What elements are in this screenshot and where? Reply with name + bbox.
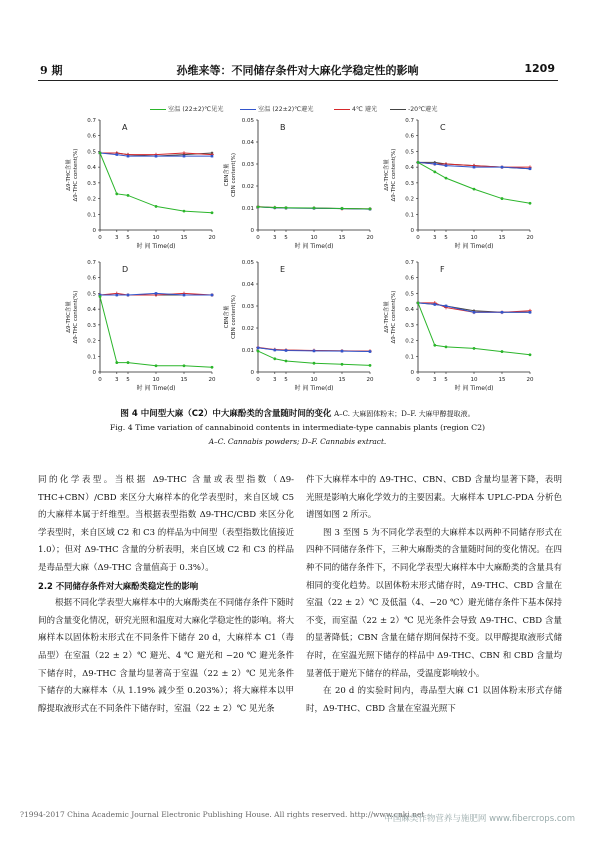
x-tick-label: 0 <box>256 377 260 383</box>
x-tick-label: 15 <box>180 377 188 383</box>
data-point <box>257 350 260 353</box>
data-point <box>434 303 437 306</box>
x-tick-label: 20 <box>526 235 534 241</box>
y-tick-label: 0.1 <box>405 212 414 219</box>
issue-label: 9 期 <box>40 64 63 77</box>
data-point <box>116 153 119 156</box>
y-axis-title-en: Δ9-THC content(%) <box>73 148 79 202</box>
data-point <box>445 164 448 167</box>
x-tick-label: 3 <box>273 377 277 383</box>
data-point <box>434 163 437 166</box>
y-tick-label: 0.7 <box>87 118 96 124</box>
panel-label: B <box>280 123 286 132</box>
x-tick-label: 3 <box>273 235 277 241</box>
figure-caption-en: Fig. 4 Time variation of cannabinoid contents in intermediate-type cannabis plants (region C2) <box>109 423 486 432</box>
data-point <box>341 350 344 353</box>
x-tick-label: 5 <box>284 377 288 383</box>
data-point <box>313 207 316 210</box>
y-tick-label: 0.05 <box>241 260 254 266</box>
data-point <box>99 295 102 298</box>
data-point <box>445 177 448 180</box>
data-point <box>285 349 288 352</box>
data-point <box>445 345 448 348</box>
section-title: 2.2 不同储存条件对大麻酚类稳定性的影响 <box>38 580 199 591</box>
data-point <box>473 188 476 191</box>
x-axis-title: 时 间 Time(d) <box>294 243 334 250</box>
data-point <box>116 294 119 297</box>
x-axis-title: 时 间 Time(d) <box>136 385 176 392</box>
data-point <box>257 206 260 209</box>
y-tick-label: 0.4 <box>405 307 414 314</box>
data-point <box>341 363 344 366</box>
body-left-column <box>38 472 294 718</box>
data-point <box>529 353 532 356</box>
y-tick-label: 0 <box>410 370 414 376</box>
y-axis-title-en: Δ9-THC content(%) <box>73 290 79 344</box>
data-point <box>211 155 214 158</box>
panel-label: E <box>280 265 286 274</box>
y-tick-label: 0.2 <box>87 196 96 203</box>
data-point <box>115 361 118 364</box>
x-tick-label: 20 <box>208 235 216 241</box>
data-point <box>473 347 476 350</box>
paragraph: 同的化学表型。当根据 Δ9-THC 含量或表型指数（Δ9-THC+CBN）/CBD 来区分大麻样本的化学表型时，来自区域 C5 的大麻样本属于纤维型。当根据表型指数 Δ9-THC/CBD 来区分化学表型时，来自区域 C2 和 C3 的样品为中间型（表型指数比值接近 1.0）；但对 Δ9-THC 含量的分析表明，来自区域 C2 和 C3 的样品是毒品型大麻（Δ9-THC 含量值高于 0.3%）。 <box>38 475 294 573</box>
y-tick-label: 0.02 <box>241 184 254 190</box>
data-point <box>127 194 130 197</box>
y-axis-title-zh: Δ9-THC含量 <box>384 301 390 333</box>
y-tick-label: 0.03 <box>241 304 254 310</box>
x-tick-label: 3 <box>433 377 437 383</box>
chart-grid <box>0 0 595 400</box>
data-point <box>155 155 158 158</box>
x-tick-label: 3 <box>115 235 119 241</box>
data-point <box>529 202 532 205</box>
y-tick-label: 0.6 <box>405 275 414 282</box>
copyright-footer: ?1994-2017 China Academic Journal Electronic Publishing House. All rights reserved. http://www.cnki.net <box>20 810 425 819</box>
x-tick-label: 5 <box>444 377 448 383</box>
y-tick-label: 0.7 <box>405 260 414 266</box>
y-tick-label: 0.01 <box>241 348 254 354</box>
figure-caption-zh <box>0 407 595 419</box>
data-point <box>155 292 158 295</box>
data-point <box>433 170 436 173</box>
data-point <box>183 364 186 367</box>
data-point <box>473 166 476 169</box>
y-tick-label: 0 <box>92 370 96 376</box>
y-axis-title-zh: CBN含量 <box>224 163 230 187</box>
data-point <box>369 207 372 210</box>
data-point <box>211 366 214 369</box>
y-tick-label: 0.05 <box>241 118 254 124</box>
x-tick-label: 20 <box>208 377 216 383</box>
data-point <box>501 350 504 353</box>
y-tick-label: 0.2 <box>405 338 414 345</box>
paragraph: 图 3 至图 5 为不同化学表型的大麻样本以两种不同储存形式在四种不同储存条件下，三种大麻酚类的含量随时间的变化情况。在四种不同的储存条件下，不同化学表型大麻样本中大麻酚类的含量具有相同的变化趋势。以固体粉末形式储存时，Δ9-THC、CBD 含量在室温（22 ± 2）℃ 及低温（4、−20 ℃）避光储存条件下基本保持不变，而室温（22 ± 2）℃ 见光条件会导致 Δ9-THC、CBD 含量的显著降低；CBN 含量在储存期间保持不变。以甲醇提取液形式储存时，在室温光照下储存的样品中 Δ9-THC、CBN 和 CBD 含量均显著低于避光下储存的样品，受温度影响较小。 <box>306 527 562 679</box>
data-point <box>529 167 532 170</box>
data-point <box>417 161 420 164</box>
y-axis-title-zh: Δ9-THC含量 <box>66 301 72 333</box>
y-tick-label: 0.4 <box>405 165 414 172</box>
data-point <box>529 311 532 314</box>
y-tick-label: 0.04 <box>241 140 254 146</box>
data-point <box>285 206 288 209</box>
x-tick-label: 20 <box>366 377 374 383</box>
x-tick-label: 0 <box>256 235 260 241</box>
data-point <box>501 311 504 314</box>
y-tick-label: 0.5 <box>87 291 96 298</box>
y-axis-title-en: CBN content(%) <box>231 294 237 340</box>
panel-label: A <box>122 123 128 132</box>
data-point <box>183 294 186 297</box>
legend-label: 4℃ 避光 <box>352 106 378 113</box>
y-tick-label: 0.4 <box>87 165 96 172</box>
data-point <box>285 360 288 363</box>
x-tick-label: 15 <box>338 235 346 241</box>
x-tick-label: 15 <box>180 235 188 241</box>
x-tick-label: 5 <box>126 377 130 383</box>
y-tick-label: 0.3 <box>87 322 96 329</box>
y-tick-label: 0.03 <box>241 162 254 168</box>
data-point <box>183 210 186 213</box>
data-point <box>341 207 344 210</box>
x-tick-label: 15 <box>498 235 506 241</box>
data-point <box>417 301 420 304</box>
page-number: 1209 <box>524 62 555 75</box>
legend-label: -20℃避光 <box>408 106 438 113</box>
y-tick-label: 0 <box>250 370 254 376</box>
y-tick-label: 0 <box>250 228 254 234</box>
panel-label: C <box>440 123 446 132</box>
x-tick-label: 0 <box>416 235 420 241</box>
y-tick-label: 0.3 <box>87 180 96 187</box>
data-point <box>501 166 504 169</box>
x-tick-label: 5 <box>284 235 288 241</box>
x-tick-label: 0 <box>416 377 420 383</box>
data-point <box>155 205 158 208</box>
x-tick-label: 0 <box>98 377 102 383</box>
y-tick-label: 0.02 <box>241 326 254 332</box>
caption-zh-note: A–C. 大麻固体粉末；D–F. 大麻甲醇提取液。 <box>334 410 475 418</box>
x-axis-title: 时 间 Time(d) <box>136 243 176 250</box>
y-tick-label: 0.3 <box>405 180 414 187</box>
legend-label: 室温 (22±2)℃避光 <box>258 106 314 113</box>
x-tick-label: 20 <box>526 377 534 383</box>
series-line <box>418 162 530 203</box>
y-tick-label: 0.2 <box>87 338 96 345</box>
data-point <box>115 192 118 195</box>
y-axis-title-en: Δ9-THC content(%) <box>391 148 397 202</box>
paragraph: 在 20 d 的实验时间内，毒品型大麻 C1 以固体粉末形式存储时，Δ9-THC、CBD 含量在室温光照下 <box>306 686 562 714</box>
x-tick-label: 20 <box>366 235 374 241</box>
x-tick-label: 15 <box>498 377 506 383</box>
data-point <box>127 294 130 297</box>
data-point <box>127 361 130 364</box>
x-axis-title: 时 间 Time(d) <box>454 243 494 250</box>
data-point <box>273 357 276 360</box>
y-tick-label: 0.04 <box>241 282 254 288</box>
y-tick-label: 0.6 <box>87 275 96 282</box>
y-tick-label: 0.6 <box>87 133 96 140</box>
data-point <box>501 197 504 200</box>
data-point <box>99 152 102 155</box>
y-tick-label: 0.1 <box>87 354 96 361</box>
x-tick-label: 10 <box>470 235 478 241</box>
legend-label: 室温 (22±2)℃见光 <box>168 106 224 113</box>
data-point <box>369 364 372 367</box>
data-point <box>313 350 316 353</box>
x-axis-title: 时 间 Time(d) <box>454 385 494 392</box>
y-tick-label: 0.3 <box>405 322 414 329</box>
x-tick-label: 10 <box>310 235 318 241</box>
x-axis-title: 时 间 Time(d) <box>294 385 334 392</box>
x-tick-label: 3 <box>433 235 437 241</box>
series-line <box>100 297 212 368</box>
y-tick-label: 0.2 <box>405 196 414 203</box>
y-tick-label: 0.1 <box>87 212 96 219</box>
data-point <box>211 211 214 214</box>
data-point <box>127 155 130 158</box>
body-right-column <box>306 472 562 718</box>
data-point <box>273 206 276 209</box>
y-tick-label: 0.7 <box>87 260 96 266</box>
y-tick-label: 0.5 <box>87 149 96 156</box>
y-tick-label: 0.7 <box>405 118 414 124</box>
x-tick-label: 3 <box>115 377 119 383</box>
data-point <box>473 311 476 314</box>
data-point <box>274 349 277 352</box>
y-axis-title-zh: CBN含量 <box>224 305 230 329</box>
paragraph: 根据不同化学表型大麻样本中的大麻酚类在不同储存条件下随时间的含量变化情况，研究光照和温度对大麻化学稳定性的影响。将大麻样本以固体粉末形式在不同条件下储存 20 d，大麻样本 C1（毒品型）在室温（22 ± 2）℃ 避光、4 ℃ 避光和 −20 ℃ 避光条件下储存时，Δ9-THC 含量均显著高于室温（22 ± 2）℃ 见光条件下储存的大麻样本（从 1.19% 减少至 0.203%）；将大麻样本以甲醇提取液形式在不同条件下储存时，室温（22 ± 2）℃ 见光条 <box>38 598 294 714</box>
x-tick-label: 0 <box>98 235 102 241</box>
data-point <box>433 344 436 347</box>
figure-caption-en-note: A–C. Cannabis powders; D–F. Cannabis extract. <box>208 437 387 446</box>
y-tick-label: 0 <box>92 228 96 234</box>
data-point <box>257 347 260 350</box>
y-axis-title-en: Δ9-THC content(%) <box>391 290 397 344</box>
y-tick-label: 0 <box>410 228 414 234</box>
y-tick-label: 0.4 <box>87 307 96 314</box>
y-tick-label: 0.01 <box>241 206 254 212</box>
data-point <box>313 362 316 365</box>
y-axis-title-zh: Δ9-THC含量 <box>66 159 72 191</box>
y-axis-title-en: CBN content(%) <box>231 152 237 198</box>
x-tick-label: 15 <box>338 377 346 383</box>
y-axis-title-zh: Δ9-THC含量 <box>384 159 390 191</box>
series-line <box>100 153 212 213</box>
caption-zh-text: 图 4 中间型大麻（C2）中大麻酚类的含量随时间的变化 <box>120 409 332 419</box>
data-point <box>445 305 448 308</box>
x-tick-label: 10 <box>152 377 160 383</box>
paragraph: 件下大麻样本中的 Δ9-THC、CBN、CBD 含量均显著下降，表明光照是影响大麻化学效力的主要因素。大麻样本 UPLC-PDA 分析色谱图如图 2 所示。 <box>306 475 562 521</box>
data-point <box>211 294 214 297</box>
panel-label: D <box>122 265 129 274</box>
x-tick-label: 5 <box>126 235 130 241</box>
panel-label: F <box>440 265 445 274</box>
x-tick-label: 10 <box>470 377 478 383</box>
x-tick-label: 10 <box>152 235 160 241</box>
y-tick-label: 0.1 <box>405 354 414 361</box>
x-tick-label: 5 <box>444 235 448 241</box>
data-point <box>155 364 158 367</box>
x-tick-label: 10 <box>310 377 318 383</box>
data-point <box>369 350 372 353</box>
data-point <box>183 155 186 158</box>
y-tick-label: 0.5 <box>405 291 414 298</box>
y-tick-label: 0.6 <box>405 133 414 140</box>
watermark-text: 中国麻类作物营养与施肥网 www.fibercrops.com <box>384 814 575 824</box>
y-tick-label: 0.5 <box>405 149 414 156</box>
running-title: 孙维来等：不同储存条件对大麻化学稳定性的影响 <box>176 64 419 77</box>
